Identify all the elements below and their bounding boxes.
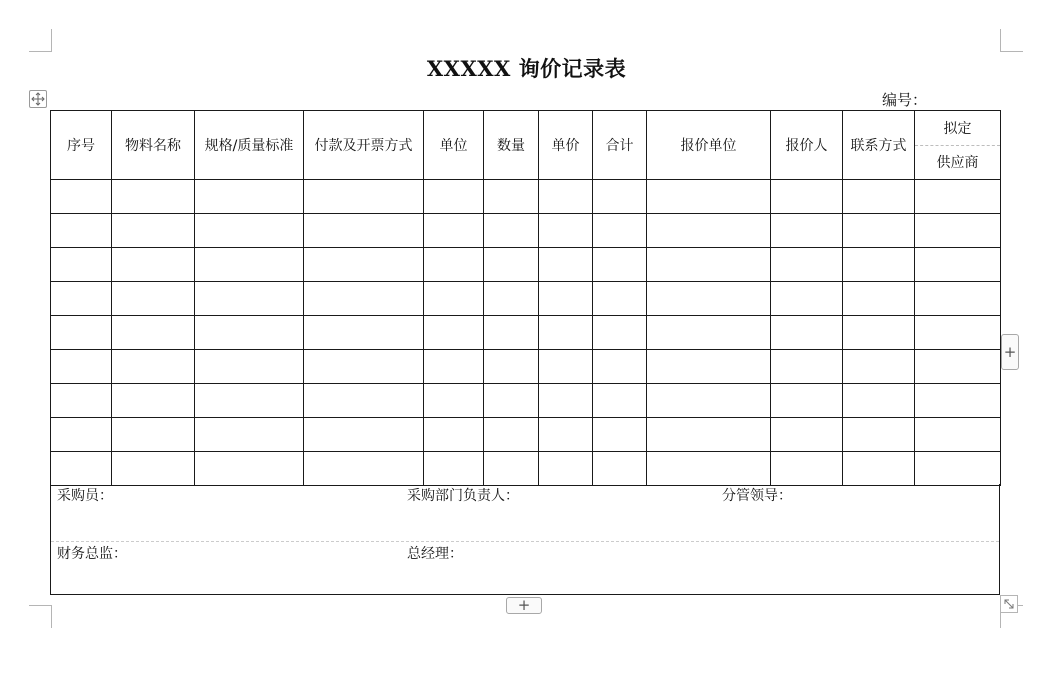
table-cell[interactable]	[539, 452, 593, 486]
header-proposed-label: 拟定	[915, 111, 1000, 146]
table-cell[interactable]	[593, 350, 647, 384]
table-cell[interactable]	[593, 384, 647, 418]
table-cell[interactable]	[484, 452, 539, 486]
table-cell[interactable]	[304, 282, 424, 316]
header-cell[interactable]: 规格/质量标准	[195, 111, 304, 180]
table-cell[interactable]	[593, 316, 647, 350]
table-row	[51, 452, 1001, 486]
table-cell[interactable]	[484, 316, 539, 350]
table-cell[interactable]	[195, 418, 304, 452]
table-cell[interactable]	[647, 282, 771, 316]
crop-mark-top-right	[1000, 29, 1023, 52]
table-cell[interactable]	[771, 282, 843, 316]
table-cell[interactable]	[484, 282, 539, 316]
table-cell[interactable]	[647, 418, 771, 452]
header-cell[interactable]: 数量	[484, 111, 539, 180]
table-cell[interactable]	[843, 214, 915, 248]
table-cell[interactable]	[484, 214, 539, 248]
table-cell[interactable]	[195, 384, 304, 418]
table-row	[51, 350, 1001, 384]
table-cell[interactable]	[424, 452, 484, 486]
table-cell[interactable]	[484, 180, 539, 214]
table-cell[interactable]	[424, 282, 484, 316]
table-cell[interactable]	[593, 180, 647, 214]
table-cell[interactable]	[195, 282, 304, 316]
table-cell[interactable]	[112, 248, 195, 282]
header-cell[interactable]: 合计	[593, 111, 647, 180]
table-cell[interactable]	[771, 214, 843, 248]
header-cell[interactable]: 单位	[424, 111, 484, 180]
add-row-button[interactable]: +	[506, 597, 542, 614]
table-cell[interactable]	[112, 418, 195, 452]
table-cell[interactable]	[539, 214, 593, 248]
table-cell[interactable]	[112, 180, 195, 214]
serial-number-label: 编号：	[882, 91, 928, 109]
table-cell[interactable]	[304, 452, 424, 486]
table-cell[interactable]	[539, 180, 593, 214]
table-cell[interactable]	[51, 282, 112, 316]
table-cell[interactable]	[915, 316, 1001, 350]
table-cell[interactable]	[843, 452, 915, 486]
table-cell[interactable]	[51, 248, 112, 282]
table-cell[interactable]	[304, 248, 424, 282]
table-row	[51, 316, 1001, 350]
table-cell[interactable]	[771, 452, 843, 486]
table-cell[interactable]	[112, 214, 195, 248]
table-cell[interactable]	[915, 180, 1001, 214]
table-cell[interactable]	[304, 316, 424, 350]
table-cell[interactable]	[424, 214, 484, 248]
table-cell[interactable]	[304, 214, 424, 248]
table-cell[interactable]	[484, 248, 539, 282]
table-cell[interactable]	[304, 384, 424, 418]
table-cell[interactable]	[915, 282, 1001, 316]
table-cell[interactable]	[539, 282, 593, 316]
table-cell[interactable]	[195, 214, 304, 248]
table-cell[interactable]	[593, 418, 647, 452]
dept-head-label[interactable]: 采购部门负责人：	[407, 488, 519, 504]
signature-block	[50, 484, 1000, 595]
finance-director-label[interactable]: 财务总监：	[57, 546, 127, 562]
table-cell[interactable]	[771, 350, 843, 384]
table-cell[interactable]	[915, 214, 1001, 248]
table-cell[interactable]	[195, 180, 304, 214]
table-cell[interactable]	[304, 418, 424, 452]
table-cell[interactable]	[539, 316, 593, 350]
table-cell[interactable]	[843, 248, 915, 282]
table-cell[interactable]	[843, 418, 915, 452]
table-cell[interactable]	[484, 384, 539, 418]
table-cell[interactable]	[843, 350, 915, 384]
table-cell[interactable]	[424, 418, 484, 452]
table-cell[interactable]	[424, 248, 484, 282]
table-row	[51, 180, 1001, 214]
table-cell[interactable]	[647, 452, 771, 486]
table-cell[interactable]	[647, 214, 771, 248]
table-resize-icon[interactable]	[1000, 595, 1018, 613]
table-cell[interactable]	[771, 248, 843, 282]
header-cell[interactable]: 报价人	[771, 111, 843, 180]
table-cell[interactable]	[51, 180, 112, 214]
table-cell[interactable]	[195, 452, 304, 486]
table-cell[interactable]	[112, 282, 195, 316]
table-row	[51, 248, 1001, 282]
supervisor-label[interactable]: 分管领导：	[722, 488, 792, 504]
table-cell[interactable]	[647, 316, 771, 350]
table-cell[interactable]	[915, 248, 1001, 282]
table-cell[interactable]	[843, 180, 915, 214]
table-cell[interactable]	[771, 418, 843, 452]
table-cell[interactable]	[771, 180, 843, 214]
table-row	[51, 214, 1001, 248]
table-cell[interactable]	[484, 350, 539, 384]
inquiry-record-table	[50, 110, 1001, 486]
table-cell[interactable]	[843, 384, 915, 418]
table-cell[interactable]	[51, 350, 112, 384]
table-cell[interactable]	[647, 350, 771, 384]
table-move-icon[interactable]	[29, 90, 47, 108]
table-cell[interactable]	[593, 248, 647, 282]
table-cell[interactable]	[112, 452, 195, 486]
table-cell[interactable]	[647, 248, 771, 282]
table-cell[interactable]	[51, 214, 112, 248]
header-cell-proposed-supplier[interactable]	[915, 111, 1001, 180]
table-cell[interactable]	[915, 452, 1001, 486]
table-cell[interactable]	[593, 214, 647, 248]
document-title: XXXXX 询价记录表	[426, 56, 627, 81]
table-cell[interactable]	[112, 384, 195, 418]
table-cell[interactable]	[484, 418, 539, 452]
table-header-row	[51, 111, 1001, 180]
table-cell[interactable]	[424, 180, 484, 214]
table-cell[interactable]	[51, 452, 112, 486]
table-cell[interactable]	[593, 452, 647, 486]
table-cell[interactable]	[915, 350, 1001, 384]
table-cell[interactable]	[593, 282, 647, 316]
table-cell[interactable]	[771, 316, 843, 350]
table-cell[interactable]	[771, 384, 843, 418]
table-cell[interactable]	[304, 180, 424, 214]
header-cell[interactable]: 序号	[51, 111, 112, 180]
table-cell[interactable]	[51, 316, 112, 350]
table-body	[51, 180, 1001, 486]
table-cell[interactable]	[539, 384, 593, 418]
table-cell[interactable]	[195, 316, 304, 350]
buyer-label[interactable]: 采购员：	[57, 488, 113, 504]
header-cell[interactable]: 报价单位	[647, 111, 771, 180]
table-cell[interactable]	[647, 180, 771, 214]
table-cell[interactable]	[51, 418, 112, 452]
header-cell[interactable]: 物料名称	[112, 111, 195, 180]
table-cell[interactable]	[112, 316, 195, 350]
table-cell[interactable]	[424, 316, 484, 350]
table-cell[interactable]	[304, 350, 424, 384]
header-cell[interactable]: 单价	[539, 111, 593, 180]
table-cell[interactable]	[915, 384, 1001, 418]
table-cell[interactable]	[51, 384, 112, 418]
table-cell[interactable]	[843, 282, 915, 316]
table-cell[interactable]	[647, 384, 771, 418]
table-cell[interactable]	[112, 350, 195, 384]
table-cell[interactable]	[424, 384, 484, 418]
header-cell[interactable]: 付款及开票方式	[304, 111, 424, 180]
header-cell[interactable]: 联系方式	[843, 111, 915, 180]
table-cell[interactable]	[424, 350, 484, 384]
header-supplier-label: 供应商	[936, 155, 979, 172]
table-cell[interactable]	[195, 248, 304, 282]
add-column-button[interactable]: +	[1001, 334, 1019, 370]
table-cell[interactable]	[539, 248, 593, 282]
general-manager-label[interactable]: 总经理：	[407, 546, 463, 562]
crop-mark-bottom-left	[29, 605, 52, 628]
table-row	[51, 418, 1001, 452]
table-cell[interactable]	[539, 418, 593, 452]
table-cell[interactable]	[843, 316, 915, 350]
crop-mark-top-left	[29, 29, 52, 52]
signature-divider	[51, 541, 999, 542]
table-row	[51, 282, 1001, 316]
table-cell[interactable]	[915, 418, 1001, 452]
table-cell[interactable]	[195, 350, 304, 384]
table-row	[51, 384, 1001, 418]
table-cell[interactable]	[539, 350, 593, 384]
